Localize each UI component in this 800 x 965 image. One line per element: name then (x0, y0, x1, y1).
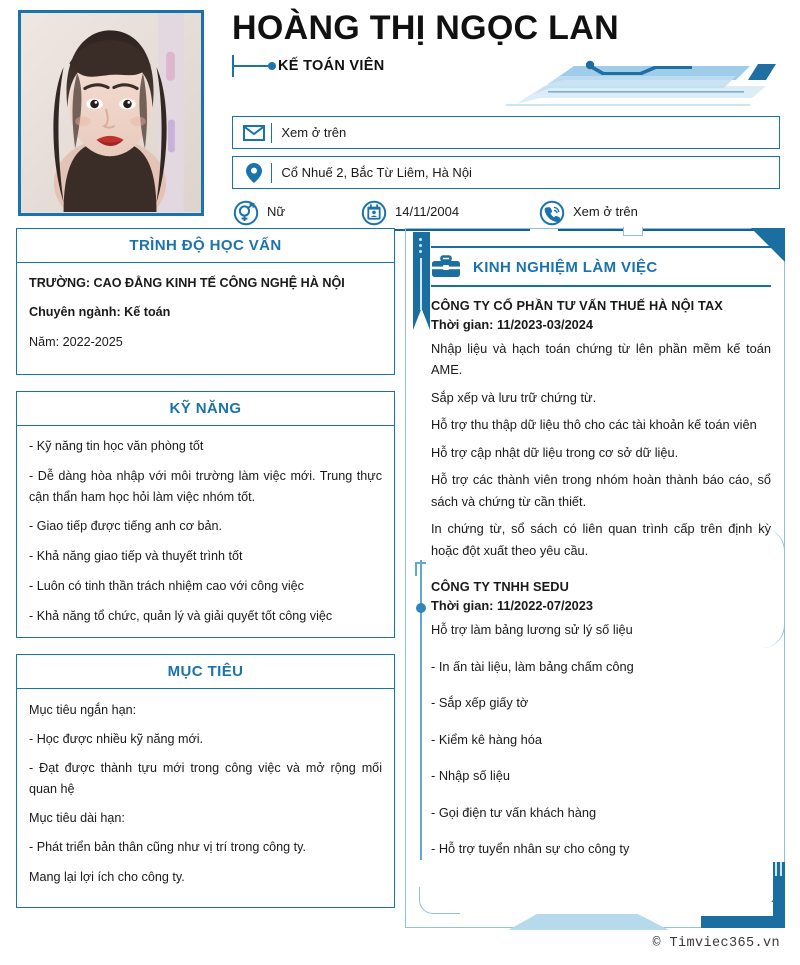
contact-address-value: Cổ Nhuế 2, Bắc Từ Liêm, Hà Nội (281, 165, 472, 181)
contact-phone-value: Xem ở trên (573, 204, 638, 220)
avatar (18, 10, 204, 216)
job-duty: - Sắp xếp giấy tờ (431, 695, 529, 711)
arrow-line-icon (232, 55, 278, 77)
job-period: Thời gian: 11/2022-07/2023 (431, 598, 594, 614)
education-major: Chuyên ngành: Kế toán (29, 305, 171, 320)
phone-icon (538, 199, 566, 227)
education-school: TRƯỜNG: CAO ĐẲNG KINH TẾ CÔNG NGHỆ HÀ NỘI (29, 276, 345, 290)
list-item: - Kỹ năng tin học văn phòng tốt (29, 439, 204, 454)
skills-panel (16, 391, 395, 637)
job-duty: - In ấn tài liệu, làm bảng chấm công (431, 658, 634, 674)
contact-gender[interactable] (232, 199, 360, 227)
education-heading (17, 229, 394, 263)
job-duty: Nhập liệu và hạch toán chứng từ lên phần mềm kế toán AME. (431, 341, 771, 378)
gender-icon (232, 199, 260, 227)
job-duty: Hỗ trợ cập nhật dữ liệu trong cơ sở dữ liệu. (431, 444, 679, 460)
contact-email-row[interactable] (232, 116, 780, 149)
header-right (232, 8, 780, 227)
job-duty: - Nhập số liệu (431, 768, 510, 784)
job-duty: In chứng từ, sổ sách có liên quan trình cấp trên định kỳ hoặc đột xuất theo yêu cầu. (431, 521, 771, 558)
cv-body (0, 228, 800, 928)
objective-panel (16, 654, 395, 909)
job-duty: Hỗ trợ làm bảng lương sử lý số liệu (431, 622, 633, 638)
ribbon-line-decoration (420, 258, 422, 310)
education-body (17, 263, 394, 374)
calendar-id-icon (360, 199, 388, 227)
list-item: - Học được nhiều kỹ năng mới. (29, 731, 204, 746)
job-duty: Hỗ trợ các thành viên trong nhóm hoàn thành báo cáo, sổ sách và chứng từ cần thiết. (431, 472, 771, 509)
briefcase-icon (431, 255, 461, 279)
portrait-photo (21, 13, 201, 212)
circuit-decoration (504, 60, 776, 112)
list-item: - Luôn có tinh thần trách nhiệm cao với công việc (29, 579, 304, 593)
job-duty: Hỗ trợ thu thập dữ liệu thô cho các tài khoản kế toán viên (431, 417, 757, 433)
contact-dob-value: 14/11/2004 (395, 204, 460, 220)
list-item: Mục tiêu ngắn hạn: (29, 702, 137, 717)
contact-dob[interactable] (360, 199, 538, 227)
right-column (405, 228, 785, 928)
list-item: - Đạt được thành tựu mới trong công việc và mở rộng mối quan hệ (29, 761, 382, 796)
contact-mini-row (232, 199, 780, 227)
education-panel (16, 228, 395, 375)
list-item: - Giao tiếp được tiếng anh cơ bản. (29, 519, 222, 534)
left-column (16, 228, 395, 924)
job-title: KẾ TOÁN VIÊN (278, 58, 385, 75)
page-title: HOÀNG THỊ NGỌC LAN (232, 9, 619, 47)
experience-heading-label: KINH NGHIỆM LÀM VIỆC (473, 258, 658, 276)
cv-header (0, 0, 800, 222)
job-company: CÔNG TY CỔ PHẦN TƯ VẤN THUẾ HÀ NỘI TAX (431, 298, 723, 313)
experience-item (431, 579, 771, 859)
job-duty: - Kiểm kê hàng hóa (431, 731, 542, 747)
objective-heading (17, 655, 394, 689)
contact-email-value: Xem ở trên (281, 125, 347, 141)
education-year: Năm: 2022-2025 (29, 334, 123, 349)
timeline-dot-decoration (416, 603, 426, 613)
skills-body (17, 426, 394, 636)
objective-body (17, 689, 394, 908)
job-duty: - Hỗ trợ tuyển nhân sự cho công ty (431, 841, 630, 857)
skills-heading-label: KỸ NĂNG (169, 400, 242, 418)
contact-phone[interactable] (538, 199, 768, 227)
list-item: Mục tiêu dài hạn: (29, 811, 125, 826)
timeline-notch-decoration (415, 562, 426, 576)
experience-content (431, 246, 771, 900)
skills-heading (17, 392, 394, 426)
list-item: - Dễ dàng hòa nhập với môi trường làm việc mới. Trung thực cận thẩn ham học hỏi làm việc nhóm tốt. (29, 468, 382, 504)
job-period: Thời gian: 11/2023-03/2024 (431, 317, 594, 332)
location-pin-icon (241, 162, 267, 184)
list-item: - Khả năng giao tiếp và thuyết trình tốt (29, 549, 243, 564)
experience-heading (431, 246, 771, 287)
contact-gender-value: Nữ (267, 204, 286, 220)
list-item: - Phát triển bản thân cũng như vị trí trong công ty. (29, 840, 307, 855)
ribbon-dots-decoration (419, 238, 422, 256)
education-heading-label: TRÌNH ĐỘ HỌC VẤN (129, 237, 282, 254)
envelope-icon (241, 122, 267, 144)
contact-address-row[interactable] (232, 156, 780, 189)
footer-copyright: © Timviec365.vn (652, 936, 780, 951)
frame-top-notch (623, 227, 643, 236)
job-company: CÔNG TY TNHH SEDU (431, 579, 569, 595)
job-duty: Sắp xếp và lưu trữ chứng từ. (431, 389, 597, 405)
objective-heading-label: MỤC TIÊU (167, 662, 244, 680)
experience-item (431, 298, 771, 561)
list-item: - Khả năng tổ chức, quản lý và giải quyết tốt công việc (29, 608, 333, 623)
list-item: Mang lại lợi ích cho công ty. (29, 869, 185, 884)
job-duty: - Gọi điện tư vấn khách hàng (431, 804, 597, 820)
